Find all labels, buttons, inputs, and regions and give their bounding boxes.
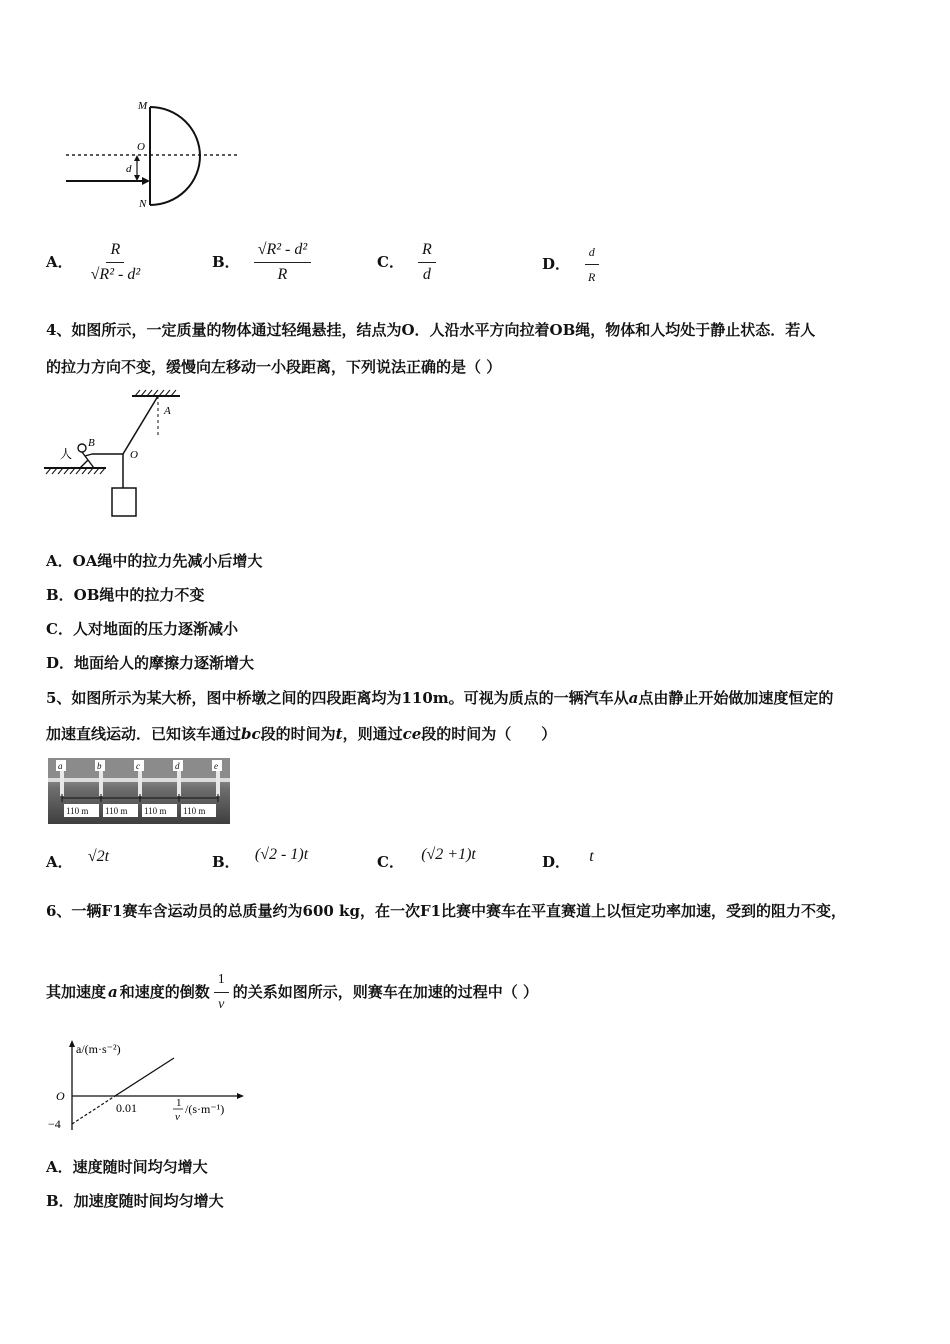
- hanging-block: [112, 488, 136, 516]
- point-e: e: [214, 761, 218, 771]
- dashed-line: [72, 1096, 115, 1124]
- text: ，则通过: [342, 725, 403, 743]
- numerator: √R² - d²: [254, 240, 311, 263]
- q4-stem-line2: 的拉力方向不变，缓慢向左移动一小段距离，下列说法正确的是（ ）: [46, 358, 502, 376]
- y-label: a/(m·s⁻²): [76, 1042, 121, 1056]
- fraction: [418, 240, 436, 285]
- fraction: [584, 242, 599, 287]
- q6-stem-line1: 6、一辆F1赛车含运动员的总质量约为600 kg，在一次F1比赛中赛车在平直赛道上以恒定功率加速，受到的阻力不变，: [46, 902, 847, 920]
- denominator: v: [218, 996, 225, 1012]
- q4-option-d[interactable]: D．地面给人的摩擦力逐渐增大: [46, 654, 255, 672]
- var: t: [335, 725, 343, 743]
- label-B: B: [88, 437, 95, 449]
- point-a: a: [58, 761, 63, 771]
- fraction: [254, 240, 311, 285]
- q3-option-a[interactable]: [46, 234, 144, 290]
- text: 其加速度: [46, 983, 107, 1001]
- option-label: D．: [542, 255, 571, 273]
- x-label: /(s·m⁻¹): [185, 1102, 225, 1116]
- numerator: d: [585, 242, 599, 265]
- denominator: R: [277, 265, 288, 283]
- q5-stem-line2: [46, 724, 556, 744]
- label-d: d: [126, 163, 132, 175]
- rope-person-figure: [40, 388, 190, 523]
- text: 5、如图所示为某大桥，图中桥墩之间的四段距离均为110m。可视为质点的一辆汽车从: [46, 689, 629, 707]
- point-d: d: [175, 761, 180, 771]
- text: 点由静止开始做加速度恒定的: [638, 689, 834, 707]
- q6-option-a[interactable]: A．速度随时间均匀增大: [46, 1158, 208, 1176]
- label-person: 人: [60, 447, 73, 461]
- option-label: C．: [377, 853, 404, 871]
- q4-stem-line1: 4、如图所示，一定质量的物体通过轻绳悬挂，结点为O．人沿水平方向拉着OB绳，物体和人均处于静止状态．若人: [46, 321, 816, 339]
- segment-label-2: 110 m: [105, 806, 128, 816]
- text: 加速直线运动．已知该车通过: [46, 725, 242, 743]
- denominator: √R² - d²: [90, 265, 141, 283]
- bridge-figure: [48, 758, 230, 824]
- q4-option-a[interactable]: A．OA绳中的拉力先减小后增大: [46, 552, 263, 570]
- option-expr: (√2 - 1)t: [254, 846, 309, 863]
- text: 段的时间为（ ）: [421, 725, 557, 743]
- numerator: R: [418, 240, 436, 263]
- x-label-frac-num: 1: [176, 1097, 182, 1109]
- segment-label-1: 110 m: [66, 806, 89, 816]
- var: bc: [241, 725, 261, 743]
- q5-option-a[interactable]: [46, 848, 110, 873]
- semicircle-figure: [60, 95, 250, 220]
- option-label: C．: [377, 253, 404, 271]
- origin-label: O: [56, 1089, 65, 1103]
- label-A: A: [164, 405, 171, 417]
- point-b: b: [97, 761, 102, 771]
- q5-option-d[interactable]: [542, 848, 594, 873]
- text: 的关系如图所示，则赛车在加速的过程中（ ）: [232, 983, 538, 1001]
- option-expr: (√2 +1)t: [421, 846, 476, 863]
- option-expr: t: [589, 848, 594, 865]
- fraction-1-over-v: [214, 970, 229, 1015]
- semicircle-arc: [150, 107, 200, 205]
- q5-stem-line1: [46, 688, 833, 708]
- segment-label-3: 110 m: [144, 806, 167, 816]
- option-label: B．: [212, 253, 240, 271]
- var: ce: [402, 725, 422, 743]
- var: a: [108, 983, 118, 1001]
- label-M: M: [138, 100, 148, 112]
- numerator: 1: [214, 970, 229, 993]
- label-O: O: [130, 449, 138, 461]
- q4-option-c[interactable]: C．人对地面的压力逐渐减小: [46, 620, 238, 638]
- fraction: [87, 240, 144, 285]
- q4-option-b[interactable]: B．OB绳中的拉力不变: [46, 586, 205, 604]
- text: 段的时间为: [260, 725, 336, 743]
- label-N: N: [139, 198, 147, 210]
- q5-option-c[interactable]: [377, 846, 476, 873]
- option-expr: √2t: [87, 848, 110, 865]
- denominator: R: [588, 269, 596, 284]
- denominator: d: [422, 265, 431, 283]
- solid-line: [115, 1058, 174, 1096]
- segment-label-4: 110 m: [183, 806, 206, 816]
- text: 和速度的倒数: [119, 983, 210, 1001]
- q3-option-c[interactable]: [377, 234, 436, 290]
- label-O: O: [137, 141, 145, 153]
- rope-OA: [123, 396, 158, 454]
- option-label: A．: [46, 253, 73, 271]
- y-tick-label: −4: [48, 1117, 61, 1131]
- acceleration-graph: [42, 1038, 252, 1138]
- q6-stem-line2: [46, 962, 538, 1022]
- q6-option-b[interactable]: B．加速度随时间均匀增大: [46, 1192, 224, 1210]
- q3-option-d[interactable]: [542, 238, 599, 290]
- var: a: [628, 689, 639, 707]
- option-label: B．: [212, 853, 240, 871]
- q5-option-b[interactable]: [212, 846, 309, 873]
- numerator: R: [106, 240, 124, 263]
- q3-option-b[interactable]: [212, 234, 311, 290]
- x-tick-label: 0.01: [116, 1101, 137, 1115]
- option-label: A．: [46, 853, 73, 871]
- x-label-frac-den: v: [175, 1111, 180, 1123]
- point-c: c: [136, 761, 140, 771]
- option-label: D．: [542, 853, 571, 871]
